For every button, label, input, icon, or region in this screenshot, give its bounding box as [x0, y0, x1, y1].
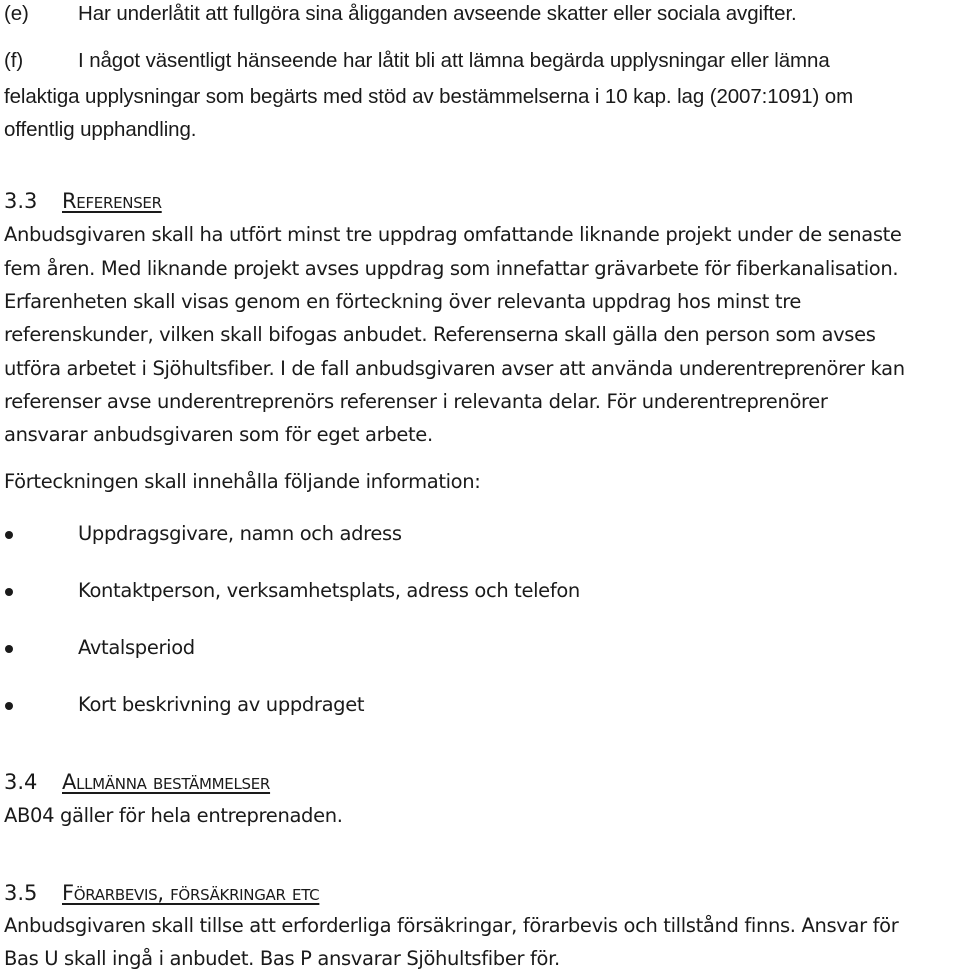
bullet-list-item: [0, 578, 900, 608]
bullet-text: Kontaktperson, verksamhetsplats, adress och telefon: [78, 579, 580, 602]
bullet-text: Avtalsperiod: [78, 636, 195, 659]
section-text-line: Bas U skall ingå i anbudet. Bas P ansvarar Sjöhultsfiber för.: [4, 947, 560, 970]
item-text-f-line3: offentlig upphandling.: [4, 118, 197, 141]
section-heading-3-3: [4, 188, 162, 214]
paragraph-line: utföra arbetet i Sjöhultsfiber. I de fall anbudsgivaren avser att använda underentreprenörer kan: [4, 357, 905, 380]
bullet-icon: [5, 645, 13, 653]
item-text-f-line2: felaktiga upplysningar som begärts med stöd av bestämmelserna i 10 kap. lag (2007:1091) om: [4, 85, 854, 108]
item-text-e: Har underlåtit att fullgöra sina åligganden avseende skatter eller sociala avgifter.: [78, 2, 797, 25]
paragraph-line: ansvarar anbudsgivaren som för eget arbete.: [4, 423, 433, 446]
paragraph-line: fem åren. Med liknande projekt avses uppdrag som innefattar grävarbete för fiberkanalisation.: [4, 257, 899, 280]
item-text-f-line1: I något väsentligt hänseende har låtit bli att lämna begärda upplysningar eller lämna: [78, 49, 830, 72]
bullet-list-item: [0, 635, 900, 665]
paragraph-line: Anbudsgivaren skall ha utfört minst tre uppdrag omfattande liknande projekt under de senaste: [4, 223, 902, 246]
section-number: 3.5: [4, 881, 38, 905]
list-item-e: [4, 1, 797, 27]
bullet-icon: [5, 531, 13, 539]
section-number: 3.3: [4, 189, 38, 213]
paragraph-line: Erfarenheten skall visas genom en förteckning över relevanta uppdrag hos minst tre: [4, 290, 802, 313]
bullet-icon: [5, 702, 13, 710]
section-title: Förarbevis, försäkringar etc: [62, 881, 320, 905]
item-marker-e: (e): [4, 2, 29, 25]
section-text-line: Anbudsgivaren skall tillse att erforderliga försäkringar, förarbevis och tillstånd finns. Ansvar för: [4, 914, 899, 937]
list-intro: Förteckningen skall innehålla följande information:: [4, 470, 481, 493]
section-heading-3-4: [4, 769, 270, 795]
section-title: Referenser: [62, 189, 162, 213]
section-number: 3.4: [4, 770, 38, 794]
section-heading-3-5: [4, 880, 319, 906]
bullet-list-item: [0, 692, 900, 722]
bullet-text: Kort beskrivning av uppdraget: [78, 693, 365, 716]
list-item-f: [4, 48, 830, 74]
section-text: AB04 gäller för hela entreprenaden.: [4, 804, 343, 827]
bullet-list-item: [0, 521, 900, 551]
bullet-text: Uppdragsgivare, namn och adress: [78, 522, 402, 545]
paragraph-line: referenser avse underentreprenörs referenser i relevanta delar. För underentreprenörer: [4, 390, 828, 413]
section-title: Allmänna bestämmelser: [62, 770, 271, 794]
item-marker-f: (f): [4, 49, 24, 72]
bullet-icon: [5, 588, 13, 596]
paragraph-line: referenskunder, vilken skall bifogas anbudet. Referenserna skall gälla den person som avses: [4, 323, 876, 346]
